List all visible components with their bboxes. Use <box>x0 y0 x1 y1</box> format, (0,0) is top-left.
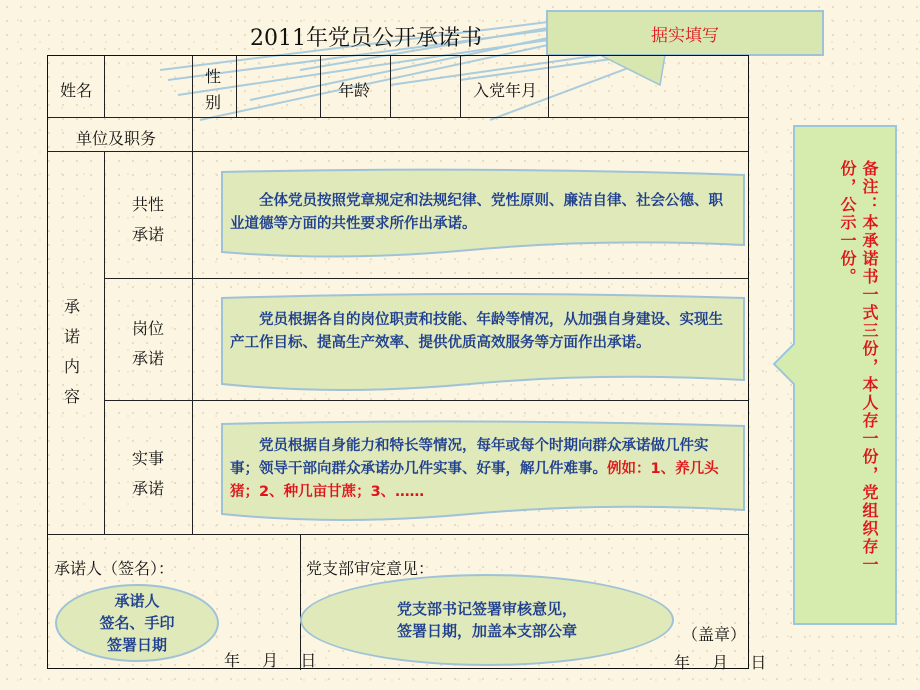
post-commitment-label: 岗位承诺 <box>132 319 165 368</box>
practical-commitment-block <box>230 435 735 504</box>
practical-commitment-text: 党员根据自身能力和特长等情况，每年或每个时期向群众承诺做几件实事；领导干部向群众承诺办几件实事、好事，解几件难事。 <box>230 438 709 477</box>
name-label: 姓名 <box>60 81 93 100</box>
practical-commitment-label: 实事承诺 <box>132 449 165 498</box>
join-date-label: 入党年月 <box>473 81 538 100</box>
unit-position-label: 单位及职务 <box>76 129 157 148</box>
general-commitment-text: 全体党员按照党章规定和法规纪律、党性原则、廉洁自律、社会公德、职业道德等方面的共性要求所作出承诺。 <box>230 193 723 232</box>
commitment-content-label: 承诺内容 <box>64 297 81 406</box>
practical-commitment-example: 例如：1、养几头猪；2、种几亩甘蔗；3、…… <box>230 461 719 500</box>
promiser-signature-hint: 承诺人 签名、手印 签署日期 <box>55 584 219 662</box>
fill-truthfully-label: 据实填写 <box>651 25 719 46</box>
seal-label: （盖章） <box>682 625 747 644</box>
post-commitment-text: 党员根据各自的岗位职责和技能、年龄等情况，从加强自身建设、实现生产工作目标、提高生产效率、提供优质高效服务等方面作出承诺。 <box>230 312 723 351</box>
branch-opinion-hint: 党支部书记签署审核意见， 签署日期，加盖本支部公章 <box>300 574 674 666</box>
promiser-signature-label: 承诺人（签名）： <box>54 559 175 578</box>
branch-opinion-label: 党支部审定意见： <box>306 559 435 578</box>
side-note <box>808 160 880 600</box>
general-commitment-label: 共性承诺 <box>132 195 165 244</box>
promiser-date: 年 月 日 <box>224 651 317 670</box>
age-label: 年龄 <box>338 81 371 100</box>
document-title: 2011年党员公开承诺书 <box>250 26 482 51</box>
side-note-text: 备注：本承诺书一式三份，本人存一份，党组织存一份，公示一份。 <box>838 160 879 574</box>
branch-date: 年 月 日 <box>674 653 767 672</box>
gender-label: 性别 <box>205 67 222 112</box>
